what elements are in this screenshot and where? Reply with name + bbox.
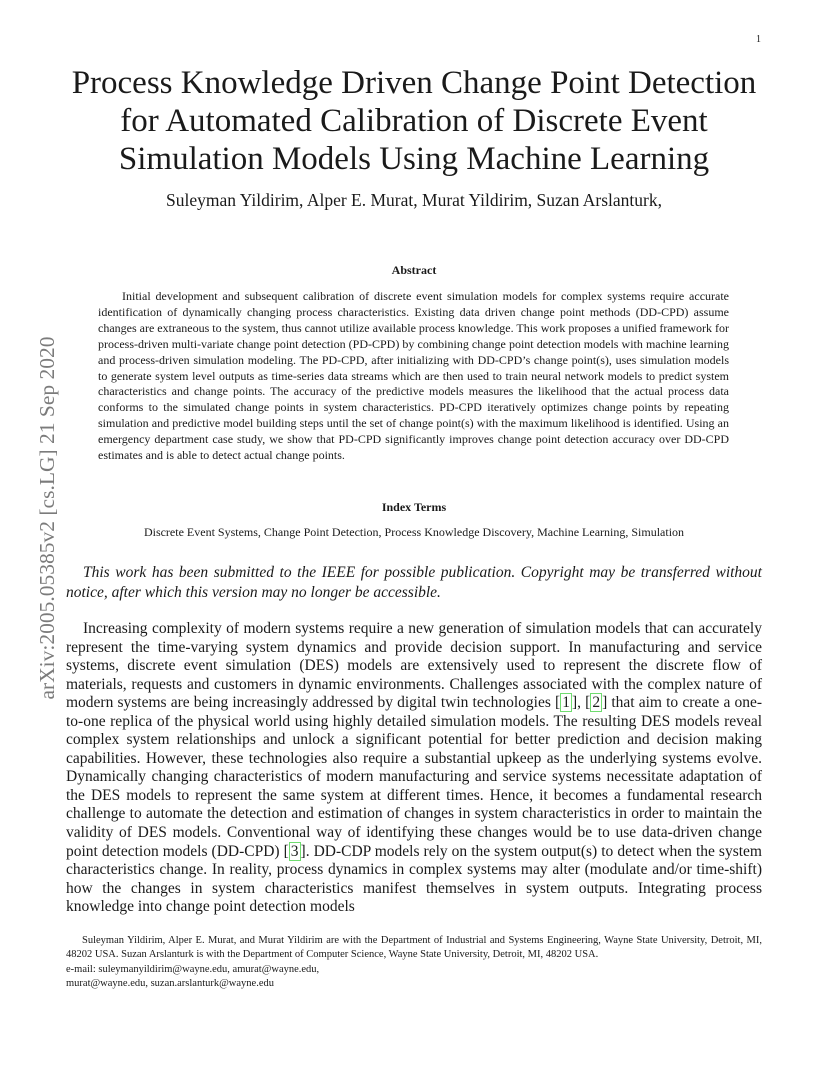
ieee-submission-notice: This work has been submitted to the IEEE for possible publication. Copyright may be transferred without notice, after which this version may no longer be accessible. — [66, 564, 762, 601]
intro-text-part-1: Increasing complexity of modern systems require a new generation of simulation models that can accurately represent the time-varying system dynamics and provide decision support. In manufacturing and service systems, discrete event simulation (DES) models are extensively used to represent the discrete flow of materials, requests and customers in dynamic environments. Challenges associated with the complex nature of modern systems are being increasingly addressed by digital twin technologies — [66, 620, 762, 712]
citation-link-2[interactable]: 2 — [592, 694, 601, 712]
abstract-heading: Abstract — [391, 263, 437, 277]
index-terms-heading: Index Terms — [381, 500, 447, 514]
footnote-email-line-2: murat@wayne.edu, suzan.arslanturk@wayne.edu — [66, 977, 274, 989]
paper-title: Process Knowledge Driven Change Point Detection for Automated Calibration of Discrete Event Simulation Models Using Machine Learning — [71, 65, 757, 177]
author-list: Suleyman Yildirim, Alper E. Murat, Murat Yildirim, Suzan Arslanturk, — [166, 190, 662, 210]
arxiv-identifier: arXiv:2005.05385v2 [cs.LG] 21 Sep 2020 — [35, 336, 59, 700]
footnote-email-line-1: e-mail: suleymanyildirim@wayne.edu, amurat@wayne.edu, — [66, 963, 320, 975]
intro-text-part-2: that aim to create a one-to-one replica of the physical world using highly detailed simulation models. The resulting DES models reveal complex system relationships and unlock a significant potential for better prediction and decision making capabilities. However, these technologies also require a substantial upkeep as the underlying systems evolve. Dynamically changing characteristics of modern manufacturing and service systems necessitate adaptation of the DES models to represent the same system at different times. Hence, it becomes a fundamental research challenge to automate the detection and estimation of changes in system characteristics in order to maintain the validity of DES models. Conventional way of identifying these changes would be to use data-driven change point detection models (DD-CPD) — [66, 694, 762, 860]
footnote — [66, 934, 762, 991]
abstract-text: Initial development and subsequent calibration of discrete event simulation models for complex systems require accurate identification of dynamically changing process characteristics. Existing data driven change point methods (DD-CPD) assume changes are extraneous to the system, thus cannot utilize available process knowledge. This work proposes a unified framework for process-driven multi-variate change point detection (PD-CPD) by combining change point detection models with machine learning and process-driven simulation modeling. The PD-CPD, after initializing with DD-CPD’s change point(s), uses simulation models to generate system level outputs as time-series data streams which are then used to train neural network models to predict system characteristics and change points. The accuracy of the predictive models measures the likelihood that the actual process data conforms to the simulated change points in system characteristics. PD-CPD iteratively optimizes change points by repeating simulation and predictive model building steps until the set of change point(s) with the maximum likelihood is identified. Using an emergency department case study, we show that PD-CPD significantly improves change point detection accuracy over DD-CPD estimates and is able to detect actual change points. — [98, 289, 729, 463]
citation-link-3[interactable]: 3 — [290, 842, 299, 860]
intro-text-part-3: . DD-CDP models rely on the system output(s) to detect when the system characteristics change. In reality, process dynamics in complex systems may alter (modulate and/or time-shift) how the changes in system characteristics manifest themselves in system outputs. Integrating process knowledge into change point detection models — [66, 842, 762, 916]
citation-separator: , — [577, 694, 586, 712]
footnote-affiliation: Suleyman Yildirim, Alper E. Murat, and Murat Yildirim are with the Department of Industrial and Systems Engineering, Wayne State University, Detroit, MI, 48202 USA. Suzan Arslanturk is with the Department of Computer Science, Wayne State University, Detroit, MI, 48202 USA. — [66, 935, 762, 961]
index-terms-text: Discrete Event Systems, Change Point Detection, Process Knowledge Discovery, Machine Learning, Simulation — [143, 525, 685, 539]
page-number: 1 — [756, 34, 761, 45]
introduction-paragraph: Increasing complexity of modern systems require a new generation of simulation models that can accurately represent the time-varying system dynamics and provide decision support. In manufacturing and service systems, discrete event simulation (DES) models are extensively used to represent the discrete flow of materials, requests and customers in dynamic environments. Challenges associated with the complex nature of modern systems are being increasingly addressed by digital twin technologies [ 1 ], [ 2 ] that aim to create a one-to-one replica of the physical world using highly detailed simulation models. The resulting DES models reveal complex system relationships and unlock a significant potential for better prediction and decision making capabilities. However, these technologies also require a substantial upkeep as the underlying systems evolve. Dynamically changing characteristics of modern manufacturing and service systems necessitate adaptation of the DES models to represent the same system at different times. Hence, it becomes a fundamental research challenge to automate the detection and estimation of changes in system characteristics in order to maintain the validity of DES models. Conventional way of identifying these changes would be to use data-driven change point detection models (DD-CPD) [ 3 ]. DD-CDP models rely on the system output(s) to detect when the system characteristics change. In reality, process dynamics in complex systems may alter (modulate and/or time-shift) how the changes in system characteristics manifest themselves in system outputs. Integrating process knowledge into change point detection models — [66, 620, 762, 916]
citation-link-1[interactable]: 1 — [562, 694, 570, 712]
